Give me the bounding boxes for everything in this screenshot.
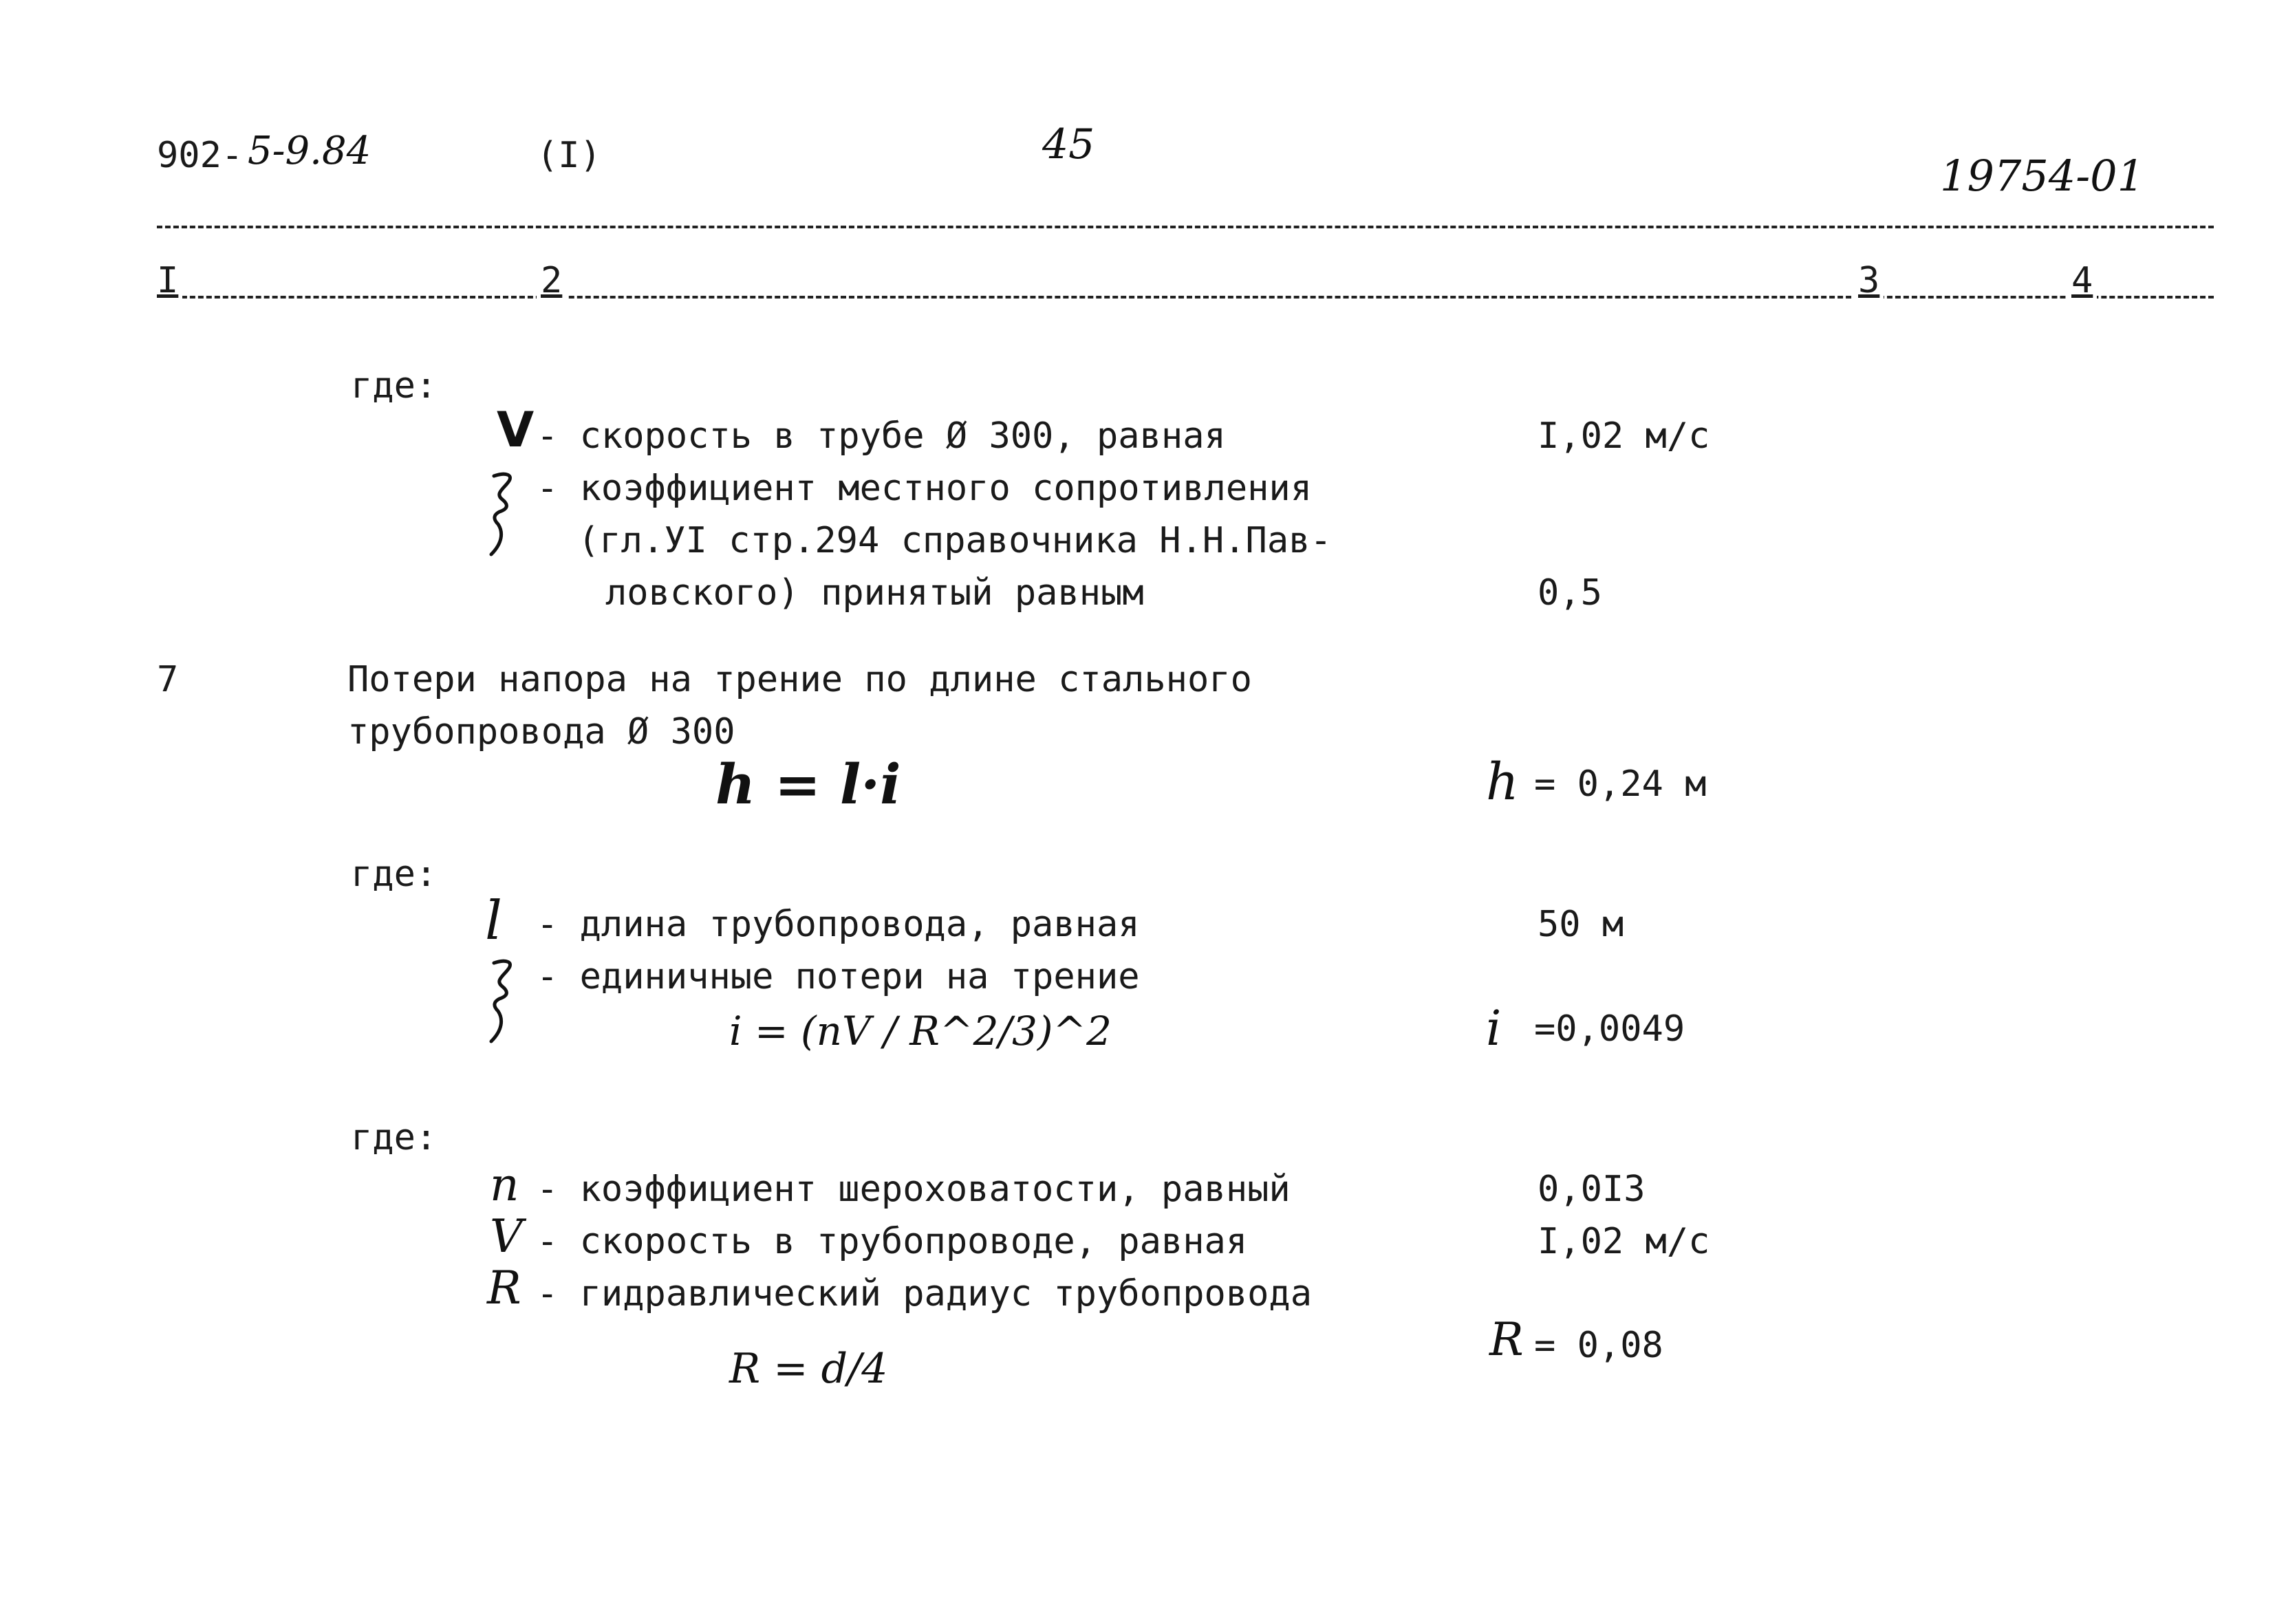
zeta-value: 0,5: [1538, 572, 1602, 614]
column-1-label: I: [157, 263, 182, 303]
unit-loss-value: =0,0049: [1534, 1008, 1685, 1050]
column-3-label: 3: [1854, 263, 1884, 303]
velocity-value-2: I,02 м/с: [1538, 1221, 1710, 1262]
head-loss-value: = 0,24 м: [1534, 764, 1707, 805]
item-7-title-line1: Потери напора на трение по длине стального: [347, 659, 1252, 700]
where-label-3: где:: [351, 1117, 438, 1158]
hydraulic-radius-formula: R = d/4: [729, 1345, 888, 1393]
item-7-title-line2: трубопровода Ø 300: [347, 711, 735, 753]
hydraulic-radius-result-symbol: R: [1489, 1313, 1524, 1366]
unit-loss-formula: i = (nV / R^2/3)^2: [729, 1008, 1112, 1054]
roughness-description: - коэффициент шероховатости, равный: [537, 1169, 1291, 1210]
velocity-symbol: V: [497, 402, 535, 458]
doc-code-handwritten: 5-9.84: [248, 129, 371, 173]
length-description: - длина трубопровода, равная: [537, 904, 1140, 945]
hydraulic-radius-description: - гидравлический радиус трубопровода: [537, 1273, 1313, 1314]
unit-loss-description: - единичные потери на трение: [537, 956, 1140, 997]
column-4-label: 4: [2067, 263, 2097, 303]
part-number: (I): [537, 135, 601, 176]
header-dashed-rule: [157, 226, 2214, 228]
doc-code-printed: 902-: [157, 135, 244, 176]
roughness-symbol: n: [490, 1158, 519, 1211]
column-2-label: 2: [537, 263, 566, 303]
item-number-7: 7: [157, 659, 179, 700]
zeta-description-line1: - коэффициент местного сопротивления: [537, 468, 1313, 509]
zeta-symbol: [482, 469, 537, 559]
velocity-symbol-2: V: [490, 1210, 523, 1263]
column-dashed-rule: [157, 296, 2214, 299]
unit-loss-symbol: [482, 956, 537, 1046]
where-label-1: где:: [351, 365, 438, 407]
unit-loss-result-symbol: i: [1486, 1000, 1502, 1057]
hydraulic-radius-symbol: R: [487, 1262, 521, 1314]
length-symbol: l: [485, 890, 502, 952]
page-number: 45: [1042, 120, 1095, 169]
velocity-description-2: - скорость в трубопроводе, равная: [537, 1221, 1248, 1262]
archive-number: 19754-01: [1940, 151, 2145, 201]
where-label-2: где:: [351, 854, 438, 895]
hydraulic-radius-value: = 0,08: [1534, 1325, 1663, 1366]
velocity-description: - скорость в трубе Ø 300, равная: [537, 415, 1226, 457]
head-loss-symbol: h: [1486, 753, 1519, 812]
length-value: 50 м: [1538, 904, 1624, 945]
velocity-value: I,02 м/с: [1538, 415, 1710, 457]
head-loss-formula: h = l·i: [715, 752, 901, 816]
zeta-description-line2: (гл.УI стр.294 справочника Н.Н.Пав-: [578, 520, 1332, 561]
zeta-description-line3: ловского) принятый равным: [605, 572, 1144, 614]
roughness-value: 0,0I3: [1538, 1169, 1646, 1210]
